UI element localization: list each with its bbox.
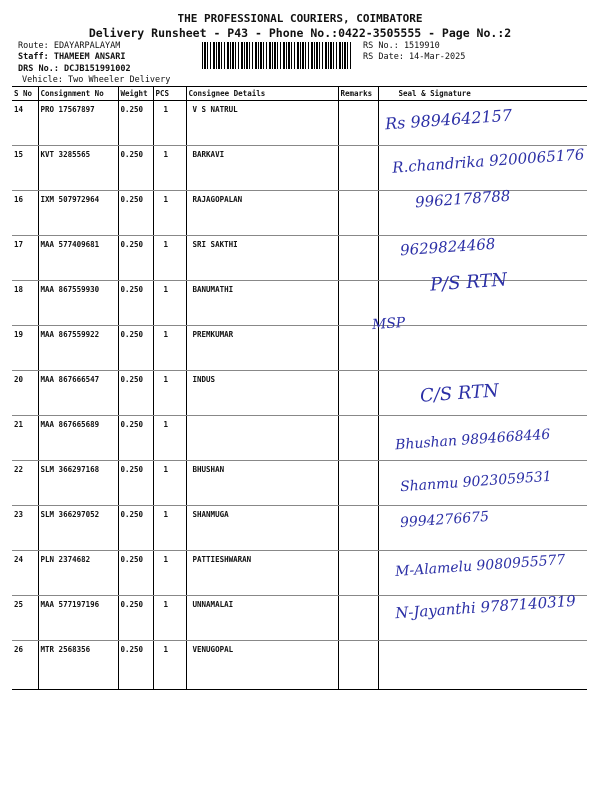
table-row	[12, 506, 587, 551]
sno-cell: 26	[12, 641, 38, 690]
consignment-cell: IXM 507972964	[38, 191, 118, 236]
sno-cell: 17	[12, 236, 38, 281]
consignment-cell: MAA 867559922	[38, 326, 118, 371]
pcs-cell: 1	[153, 371, 186, 416]
signature-handwriting: Rs 9894642157	[384, 105, 513, 134]
sno-cell: 21	[12, 416, 38, 461]
consignee-cell	[186, 416, 338, 461]
consignee-cell: INDUS	[186, 371, 338, 416]
remarks-cell	[338, 596, 378, 641]
route-label: Route: EDAYARPALAYAM	[18, 41, 121, 51]
remarks-cell	[338, 461, 378, 506]
remarks-cell	[338, 101, 378, 146]
remarks-cell	[338, 416, 378, 461]
pcs-cell: 1	[153, 191, 186, 236]
sno-cell: 15	[12, 146, 38, 191]
consignment-cell: MAA 867666547	[38, 371, 118, 416]
consignee-cell: SHANMUGA	[186, 506, 338, 551]
rs-date: RS Date: 14-Mar-2025	[363, 52, 466, 62]
staff-label: Staff: THAMEEM ANSARI	[18, 52, 126, 62]
signature-handwriting: N-Jayanthi 9787140319	[394, 591, 577, 623]
sno-cell: 14	[12, 101, 38, 146]
consignment-cell: MTR 2568356	[38, 641, 118, 690]
remarks-cell	[338, 191, 378, 236]
sno-cell: 16	[12, 191, 38, 236]
sno-cell: 19	[12, 326, 38, 371]
sno-cell: 18	[12, 281, 38, 326]
pcs-cell: 1	[153, 551, 186, 596]
pcs-cell: 1	[153, 326, 186, 371]
remarks-cell	[338, 551, 378, 596]
consignment-cell: SLM 366297052	[38, 506, 118, 551]
runsheet-subtitle: Delivery Runsheet - P43 - Phone No.:0422-3505555 - Page No.:2	[88, 26, 512, 40]
sno-cell: 24	[12, 551, 38, 596]
sno-cell: 22	[12, 461, 38, 506]
consignee-cell: PREMKUMAR	[186, 326, 338, 371]
consignee-cell: RAJAGOPALAN	[186, 191, 338, 236]
table-row	[12, 326, 587, 371]
pcs-cell: 1	[153, 506, 186, 551]
weight-cell: 0.250	[118, 596, 153, 641]
col-pcs: PCS	[153, 87, 186, 101]
weight-cell: 0.250	[118, 371, 153, 416]
table-header-row	[12, 87, 587, 101]
remarks-cell	[338, 506, 378, 551]
weight-cell: 0.250	[118, 191, 153, 236]
consignee-cell: BANUMATHI	[186, 281, 338, 326]
col-consignment: Consignment No	[38, 87, 118, 101]
vehicle-label: Vehicle: Two Wheeler Delivery	[22, 75, 171, 85]
consignment-cell: MAA 867665689	[38, 416, 118, 461]
signature-cell	[378, 641, 587, 690]
consignee-cell: VENUGOPAL	[186, 641, 338, 690]
table-row	[12, 641, 587, 690]
weight-cell: 0.250	[118, 551, 153, 596]
col-remarks: Remarks	[338, 87, 378, 101]
pcs-cell: 1	[153, 416, 186, 461]
signature-handwriting: Bhushan 9894668446	[394, 426, 551, 454]
col-signature: Seal & Signature	[378, 87, 587, 101]
weight-cell: 0.250	[118, 146, 153, 191]
weight-cell: 0.250	[118, 326, 153, 371]
signature-handwriting: MSP	[371, 314, 406, 334]
remarks-cell	[338, 146, 378, 191]
signature-handwriting: 9629824468	[399, 234, 496, 260]
signature-handwriting: 9994276675	[399, 508, 490, 532]
remarks-cell	[338, 641, 378, 690]
remarks-cell	[338, 236, 378, 281]
remarks-cell	[338, 371, 378, 416]
consignee-cell: BHUSHAN	[186, 461, 338, 506]
company-title: THE PROFESSIONAL COURIERS, COIMBATORE	[177, 12, 423, 25]
pcs-cell: 1	[153, 236, 186, 281]
signature-cell	[378, 326, 587, 371]
sno-cell: 23	[12, 506, 38, 551]
col-sno: S No	[12, 87, 38, 101]
weight-cell: 0.250	[118, 101, 153, 146]
weight-cell: 0.250	[118, 461, 153, 506]
consignment-cell: MAA 577409681	[38, 236, 118, 281]
table-row	[12, 371, 587, 416]
weight-cell: 0.250	[118, 506, 153, 551]
consignee-cell: SRI SAKTHI	[186, 236, 338, 281]
signature-handwriting: C/S RTN	[419, 380, 500, 407]
pcs-cell: 1	[153, 641, 186, 690]
pcs-cell: 1	[153, 281, 186, 326]
sno-cell: 20	[12, 371, 38, 416]
signature-handwriting: R.chandrika 9200065176	[391, 145, 585, 177]
pcs-cell: 1	[153, 596, 186, 641]
weight-cell: 0.250	[118, 281, 153, 326]
consignee-cell: V S NATRUL	[186, 101, 338, 146]
weight-cell: 0.250	[118, 641, 153, 690]
consignee-cell: BARKAVI	[186, 146, 338, 191]
signature-handwriting: Shanmu 9023059531	[399, 468, 553, 496]
col-weight: Weight	[118, 87, 153, 101]
consignment-cell: MAA 577197196	[38, 596, 118, 641]
pcs-cell: 1	[153, 461, 186, 506]
signature-handwriting: 9962178788	[414, 186, 511, 212]
barcode	[202, 42, 352, 69]
col-consignee: Consignee Details	[186, 87, 338, 101]
pcs-cell: 1	[153, 146, 186, 191]
consignment-cell: MAA 867559930	[38, 281, 118, 326]
weight-cell: 0.250	[118, 416, 153, 461]
consignment-cell: PLN 2374682	[38, 551, 118, 596]
consignee-cell: UNNAMALAI	[186, 596, 338, 641]
consignment-cell: KVT 3285565	[38, 146, 118, 191]
consignment-cell: SLM 366297168	[38, 461, 118, 506]
drs-label: DRS No.: DCJB151991002	[18, 64, 131, 74]
signature-handwriting: P/S RTN	[429, 269, 508, 296]
weight-cell: 0.250	[118, 236, 153, 281]
consignee-cell: PATTIESHWARAN	[186, 551, 338, 596]
sno-cell: 25	[12, 596, 38, 641]
consignment-cell: PRO 17567897	[38, 101, 118, 146]
signature-handwriting: M-Alamelu 9080955577	[394, 552, 566, 580]
pcs-cell: 1	[153, 101, 186, 146]
rs-number: RS No.: 1519910	[363, 41, 440, 51]
